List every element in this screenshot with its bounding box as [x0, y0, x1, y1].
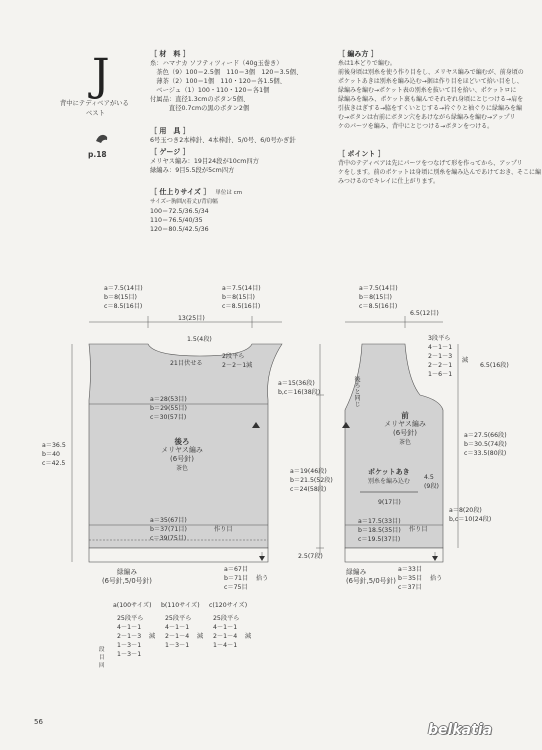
dim-label: a＝28(53目): [150, 396, 187, 403]
dim-label: b,c＝16(38段): [278, 389, 321, 396]
watermark-logo: belkatia: [428, 722, 493, 738]
size-a: a(100サイズ): [113, 602, 152, 609]
front-color: 茶色: [398, 439, 411, 446]
dim-label: b＝8(15目): [359, 294, 392, 301]
gauge-line: 緑編み：9目5.5段が5cm四方: [150, 167, 235, 174]
dim-label: a＝15(36段): [278, 380, 315, 387]
dim-label: b＝71目: [224, 575, 249, 582]
armhole-col-c: [213, 613, 239, 649]
dim-label: 4－1－1: [428, 344, 453, 351]
back-color: 茶色: [175, 465, 188, 472]
pocket-note: 別糸を編み込む: [368, 478, 411, 485]
dim-label: 2－1－3: [428, 353, 453, 360]
front-cast-on: 作り目: [409, 526, 428, 533]
note-label: 回: [99, 663, 105, 669]
materials-line: ベージュ（1）100・110・120＝各1個: [150, 87, 270, 94]
front-pocket-pos: [449, 505, 491, 523]
dim-label: 4－1－1: [117, 624, 142, 631]
front-title: 前: [401, 411, 409, 420]
front-hem-rows: [398, 564, 422, 591]
dim-label: 1－3－1: [165, 642, 190, 649]
dim-label: a＝67目: [224, 566, 249, 573]
back-armhole-width: [150, 394, 187, 421]
materials-line: 糸：ハマナカ ソフティツィード（40g玉巻き）: [150, 60, 283, 67]
back-title: 後ろ: [174, 437, 190, 446]
front-top-width: 6.5(12目): [410, 310, 439, 317]
back-hem-rows: [224, 564, 248, 591]
dec-mark-b: 減: [197, 633, 204, 640]
dim-label: a＝35(67目): [150, 517, 187, 524]
dim-label: a＝7.5(14目): [104, 285, 143, 292]
side-armhole-height: [278, 378, 320, 396]
point-line: ケをします。前のポケットは身頃に別糸を編み込んであけておき、そこに編: [338, 169, 541, 176]
front-pocket-label: [368, 468, 410, 486]
pattern-letter: J: [92, 50, 110, 101]
dim-label: 25段平ら: [117, 615, 144, 622]
back-needle: (6号針): [170, 455, 194, 463]
dim-label: c＝39(75目): [150, 535, 187, 542]
dim-label: a＝27.5(66段): [464, 432, 507, 439]
method-line: む→ボタンは右前にボタン穴をあけながら緑編みを編む→アップリ: [338, 114, 516, 121]
dim-label: a＝19(46段): [290, 468, 327, 475]
dim-label: c＝42.5: [42, 460, 66, 467]
armhole-col-b: [165, 613, 191, 649]
side-hem-height: 2.5(7段): [298, 553, 323, 560]
size-label: ［ 仕上りサイズ ］: [150, 188, 211, 196]
front-neck-height: 6.5(16段): [480, 362, 509, 369]
dim-label: c＝33.5(80段): [464, 450, 507, 457]
tools-line: 6号玉つき2本棒針、4本棒針、5/0号、6/0号かぎ針: [150, 137, 296, 144]
front-hem-width: [358, 516, 401, 543]
dim-label: a＝7.5(14目): [359, 285, 398, 292]
gauge-label: ［ ゲージ ］: [150, 148, 190, 156]
dim-label: 1－4－1: [213, 642, 238, 649]
dim-label: b＝30.5(74段): [464, 441, 507, 448]
front-hem-pick: 拾う: [430, 575, 443, 582]
dec-mark-a: 減: [149, 633, 156, 640]
dim-label: c＝24(58段): [290, 486, 327, 493]
size-unit: 単位は cm: [215, 190, 243, 196]
materials-line: 直径0.7cmの黒のボタン2個: [150, 105, 250, 112]
dim-label: 2－1－4: [213, 633, 238, 640]
point-label: ［ ポイント ］: [338, 150, 385, 158]
dim-label: b＝8(15目): [222, 294, 255, 301]
tools-label: ［ 用 具 ］: [150, 127, 190, 135]
size-line: 120＝80.5/42.5/36: [150, 226, 209, 233]
gauge-line: メリヤス編み：19目24段が10cm四方: [150, 158, 259, 165]
hem-stitch: 緑編み: [346, 568, 367, 576]
dim-label: c＝30(57目): [150, 414, 187, 421]
back-neck-dec: [222, 351, 252, 369]
side-body-height: [290, 466, 333, 493]
size-line: 110＝76.5/40/35: [150, 217, 203, 224]
dim-label: 25段平ら: [213, 615, 240, 622]
dim-label: 4.5: [424, 474, 434, 481]
dim-label: a＝33目: [398, 566, 423, 573]
back-neck-depth: 1.5(4段): [187, 336, 212, 343]
dim-label: 25段平ら: [165, 615, 192, 622]
page-reference: p.18: [88, 150, 107, 159]
front-top-dims: [359, 283, 398, 310]
dim-label: a＝8(20段): [449, 507, 482, 514]
dim-label: c＝37目: [398, 584, 422, 591]
dim-label: 1－6－1: [428, 371, 453, 378]
dim-label: b＝29(55目): [150, 405, 187, 412]
size-line: 100＝72.5/36.5/34: [150, 208, 209, 215]
back-hem-band: [89, 548, 268, 562]
back-hem-pick: 拾う: [256, 575, 269, 582]
front-piece-title: [370, 411, 440, 447]
dim-label: c＝8.5(16目): [359, 303, 398, 310]
dim-label: c＝8.5(16目): [104, 303, 143, 310]
back-hem-label: [102, 568, 152, 586]
back-left-height: [42, 440, 66, 467]
dim-label: a＝17.5(33目): [358, 518, 401, 525]
dim-label: b＝8(15目): [104, 294, 137, 301]
dim-label: a＝36.5: [42, 442, 66, 449]
front-neck-dec: [428, 333, 452, 378]
note-label: 目: [99, 655, 105, 661]
dim-label: 2－1－3: [117, 633, 142, 640]
method-label: ［ 編み方 ］: [338, 50, 378, 58]
materials-line: 薄茶（2）100＝1個 110・120＝各1.5個、: [150, 78, 286, 85]
back-neck-bind: 21目伏せる: [170, 360, 203, 367]
dim-label: (9段): [424, 483, 439, 490]
front-neck-dec-mark: 減: [462, 357, 469, 364]
dim-label: b＝18.5(35目): [358, 527, 401, 534]
back-top-left-dims: [104, 283, 143, 310]
back-stitch: メリヤス編み: [161, 446, 203, 454]
dim-label: c＝19.5(37目): [358, 536, 401, 543]
method-line: 引抜きはぎする→脇をすくいとじする→衿ぐりと袖ぐりに緑編みを編: [338, 105, 523, 112]
method-line: 緑編みを編む→ポケット表の別糸を抜いて目を拾い、ポケットロに: [338, 87, 517, 94]
front-needle: (6号針): [393, 429, 417, 437]
method-line: 前後身頃は別糸を使う作り目をし、メリヤス編みで編むが、前身頃の: [338, 69, 524, 76]
size-note: サイズー胸囲/(着丈)/背肩幅: [150, 199, 218, 205]
armhole-note: [99, 645, 105, 669]
back-cast-on: 作り目: [214, 526, 233, 533]
back-piece-title: [147, 437, 217, 473]
dim-label: 2段平ら: [222, 353, 245, 360]
point-line: 背中のテディベアは先にパーツをつなげて形を作ってから、アップリ: [338, 160, 523, 167]
armhole-col-a: [117, 613, 143, 658]
size-c: c(120サイズ): [209, 602, 248, 609]
front-hem-band: [345, 548, 443, 562]
front-hem-label: [346, 568, 396, 586]
pocket-title: ポケットあき: [368, 468, 410, 476]
dec-mark-c: 減: [245, 633, 252, 640]
hem-needle: (6号針,5/0号針): [346, 577, 396, 585]
dim-label: b,c＝10(24段): [449, 516, 492, 523]
dim-label: 4－1－1: [213, 624, 238, 631]
back-hem-width: [150, 515, 187, 542]
method-line: 糸は1本どりで編む。: [338, 60, 396, 67]
dim-label: c＝75目: [224, 584, 248, 591]
dim-label: b＝35目: [398, 575, 423, 582]
pattern-title-line1: 背中にテディベアがいる: [60, 100, 129, 107]
method-line: 緑編みを編み、ポケット裏も編んでそれぞれ身頃にとじつける→肩を: [338, 96, 524, 103]
dim-label: 1－3－1: [117, 642, 142, 649]
materials-label: ［ 材 料 ］: [150, 50, 190, 58]
dim-label: 1－3－1: [117, 651, 142, 658]
front-pocket-height: [424, 474, 439, 490]
note-label: 段: [99, 647, 105, 653]
front-stitch: メリヤス編み: [384, 420, 426, 428]
method-line: ポケットあきは別糸を編み込む→据は作り目をほどいて拾い目をし、: [338, 78, 523, 85]
method-line: ケのパーツを編み、背中にとじつける→ボタンをつける。: [338, 123, 494, 130]
point-line: みつけるのでキレイに仕上がります。: [338, 178, 440, 185]
front-right-height: [464, 430, 507, 457]
dim-label: b＝40: [42, 451, 60, 458]
front-pocket-width: 9(17目): [378, 499, 401, 506]
materials-line: 付属品：直径1.3cmのボタン5個、: [150, 96, 250, 103]
pattern-title-line2: ベスト: [86, 110, 105, 117]
materials-line: 茶色（9）100＝2.5個 110＝3個 120＝3.5個、: [150, 69, 303, 76]
dim-label: a＝7.5(14目): [222, 285, 261, 292]
dim-label: 3段平ら: [428, 335, 451, 342]
dim-label: b＝37(71目): [150, 526, 187, 533]
back-top-right-dims: [222, 283, 261, 310]
front-fold-note: 後ろと同じ: [353, 376, 360, 407]
back-top-width: 13(25目): [178, 315, 205, 322]
dim-label: 2－1－4: [165, 633, 190, 640]
page-number: 56: [34, 718, 43, 726]
hem-stitch: 緑編み: [116, 568, 138, 576]
dim-label: 2－2－1: [428, 362, 453, 369]
dim-label: c＝8.5(16目): [222, 303, 261, 310]
hem-needle: (6号針,5/0号針): [102, 577, 152, 585]
size-b: b(110サイズ): [161, 602, 200, 609]
dim-label: 2－2－1減: [222, 362, 253, 369]
dim-label: 4－1－1: [165, 624, 190, 631]
dim-label: b＝21.5(52段): [290, 477, 333, 484]
